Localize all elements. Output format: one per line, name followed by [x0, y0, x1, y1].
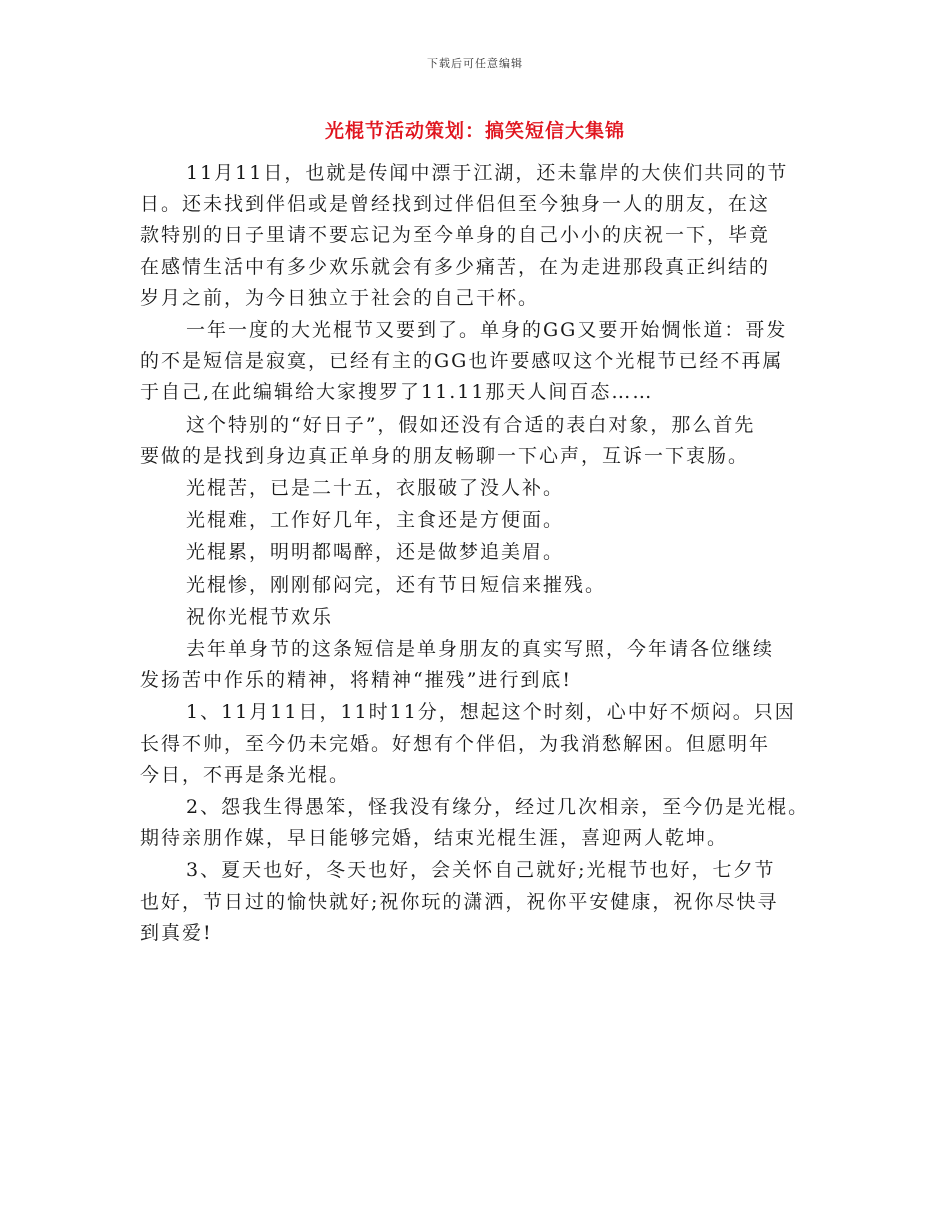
paragraph-line: 3、夏天也好，冬天也好，会关怀自己就好;光棍节也好，七夕节	[186, 859, 776, 882]
paragraph	[140, 855, 830, 949]
paragraph-line: 到真爱!	[140, 921, 213, 944]
paragraph-line: 光棍难，工作好几年，主食还是方便面。	[186, 509, 565, 532]
paragraph-line: 光棍苦，已是二十五，衣服破了没人补。	[186, 477, 565, 500]
paragraph-line: 在感情生活中有多少欢乐就会有多少痛苦，在为走进那段真正纠结的	[140, 255, 771, 278]
document-body	[140, 158, 830, 950]
paragraph	[140, 505, 830, 536]
paragraph	[140, 602, 830, 633]
paragraph-line: 光棍累，明明都喝醉，还是做梦追美眉。	[186, 541, 565, 564]
paragraph-line: 也好，节日过的愉快就好;祝你玩的潇洒，祝你平安健康，祝你尽快寻	[140, 890, 779, 913]
paragraph	[140, 792, 830, 854]
paragraph	[140, 570, 830, 601]
paragraph-line: 1、11月11日，11时11分，想起这个时刻，心中好不烦闷。只因	[186, 701, 796, 724]
paragraph-line: 发扬苦中作乐的精神，将精神“摧残”进行到底!	[140, 669, 573, 692]
paragraph	[140, 634, 830, 696]
paragraph-line: 期待亲朋作媒，早日能够完婚，结束光棍生涯，喜迎两人乾坤。	[140, 827, 729, 850]
paragraph-line: 要做的是找到身边真正单身的朋友畅聊一下心声，互诉一下衷肠。	[140, 444, 750, 467]
paragraph-line: 2、怨我生得愚笨，怪我没有缘分，经过几次相亲，至今仍是光棍。	[186, 796, 810, 819]
paragraph-line: 日。还未找到伴侣或是曾经找到过伴侣但至今独身一人的朋友，在这	[140, 193, 771, 216]
paragraph-line: 于自己,在此编辑给大家搜罗了11.11那天人间百态……	[140, 381, 654, 404]
paragraph	[140, 537, 830, 568]
paragraph-line: 的不是短信是寂寞，已经有主的GG也许要感叹这个光棍节已经不再属	[140, 350, 784, 373]
document-title: 光棍节活动策划：搞笑短信大集锦	[324, 120, 625, 142]
paragraph-line: 祝你光棍节欢乐	[186, 605, 334, 628]
paragraph	[140, 410, 830, 472]
paragraph-line: 长得不帅，至今仍未完婚。好想有个伴侣，为我消愁解困。但愿明年	[140, 732, 771, 755]
paragraph	[140, 697, 830, 791]
paragraph-line: 一年一度的大光棍节又要到了。单身的GG又要开始惆怅道：哥发	[186, 319, 788, 342]
paragraph-line: 岁月之前，为今日独立于社会的自己干杯。	[140, 286, 540, 309]
paragraph	[140, 158, 830, 314]
paragraph-line: 去年单身节的这条短信是单身朋友的真实写照，今年请各位继续	[186, 638, 775, 661]
paragraph-line: 11月11日，也就是传闻中漂于江湖，还未靠岸的大侠们共同的节	[186, 162, 789, 184]
paragraph-line: 这个特别的“好日子”，假如还没有合适的表白对象，那么首先	[186, 413, 756, 436]
paragraph-line: 今日，不再是条光棍。	[140, 763, 351, 786]
page-header-note: 下载后可任意编辑	[427, 57, 523, 70]
paragraph-line: 款特别的日子里请不要忘记为至今单身的自己小小的庆祝一下，毕竟	[140, 224, 771, 247]
paragraph	[140, 473, 830, 504]
paragraph-line: 光棍惨，刚刚郁闷完，还有节日短信来摧残。	[186, 573, 607, 596]
paragraph	[140, 315, 830, 409]
